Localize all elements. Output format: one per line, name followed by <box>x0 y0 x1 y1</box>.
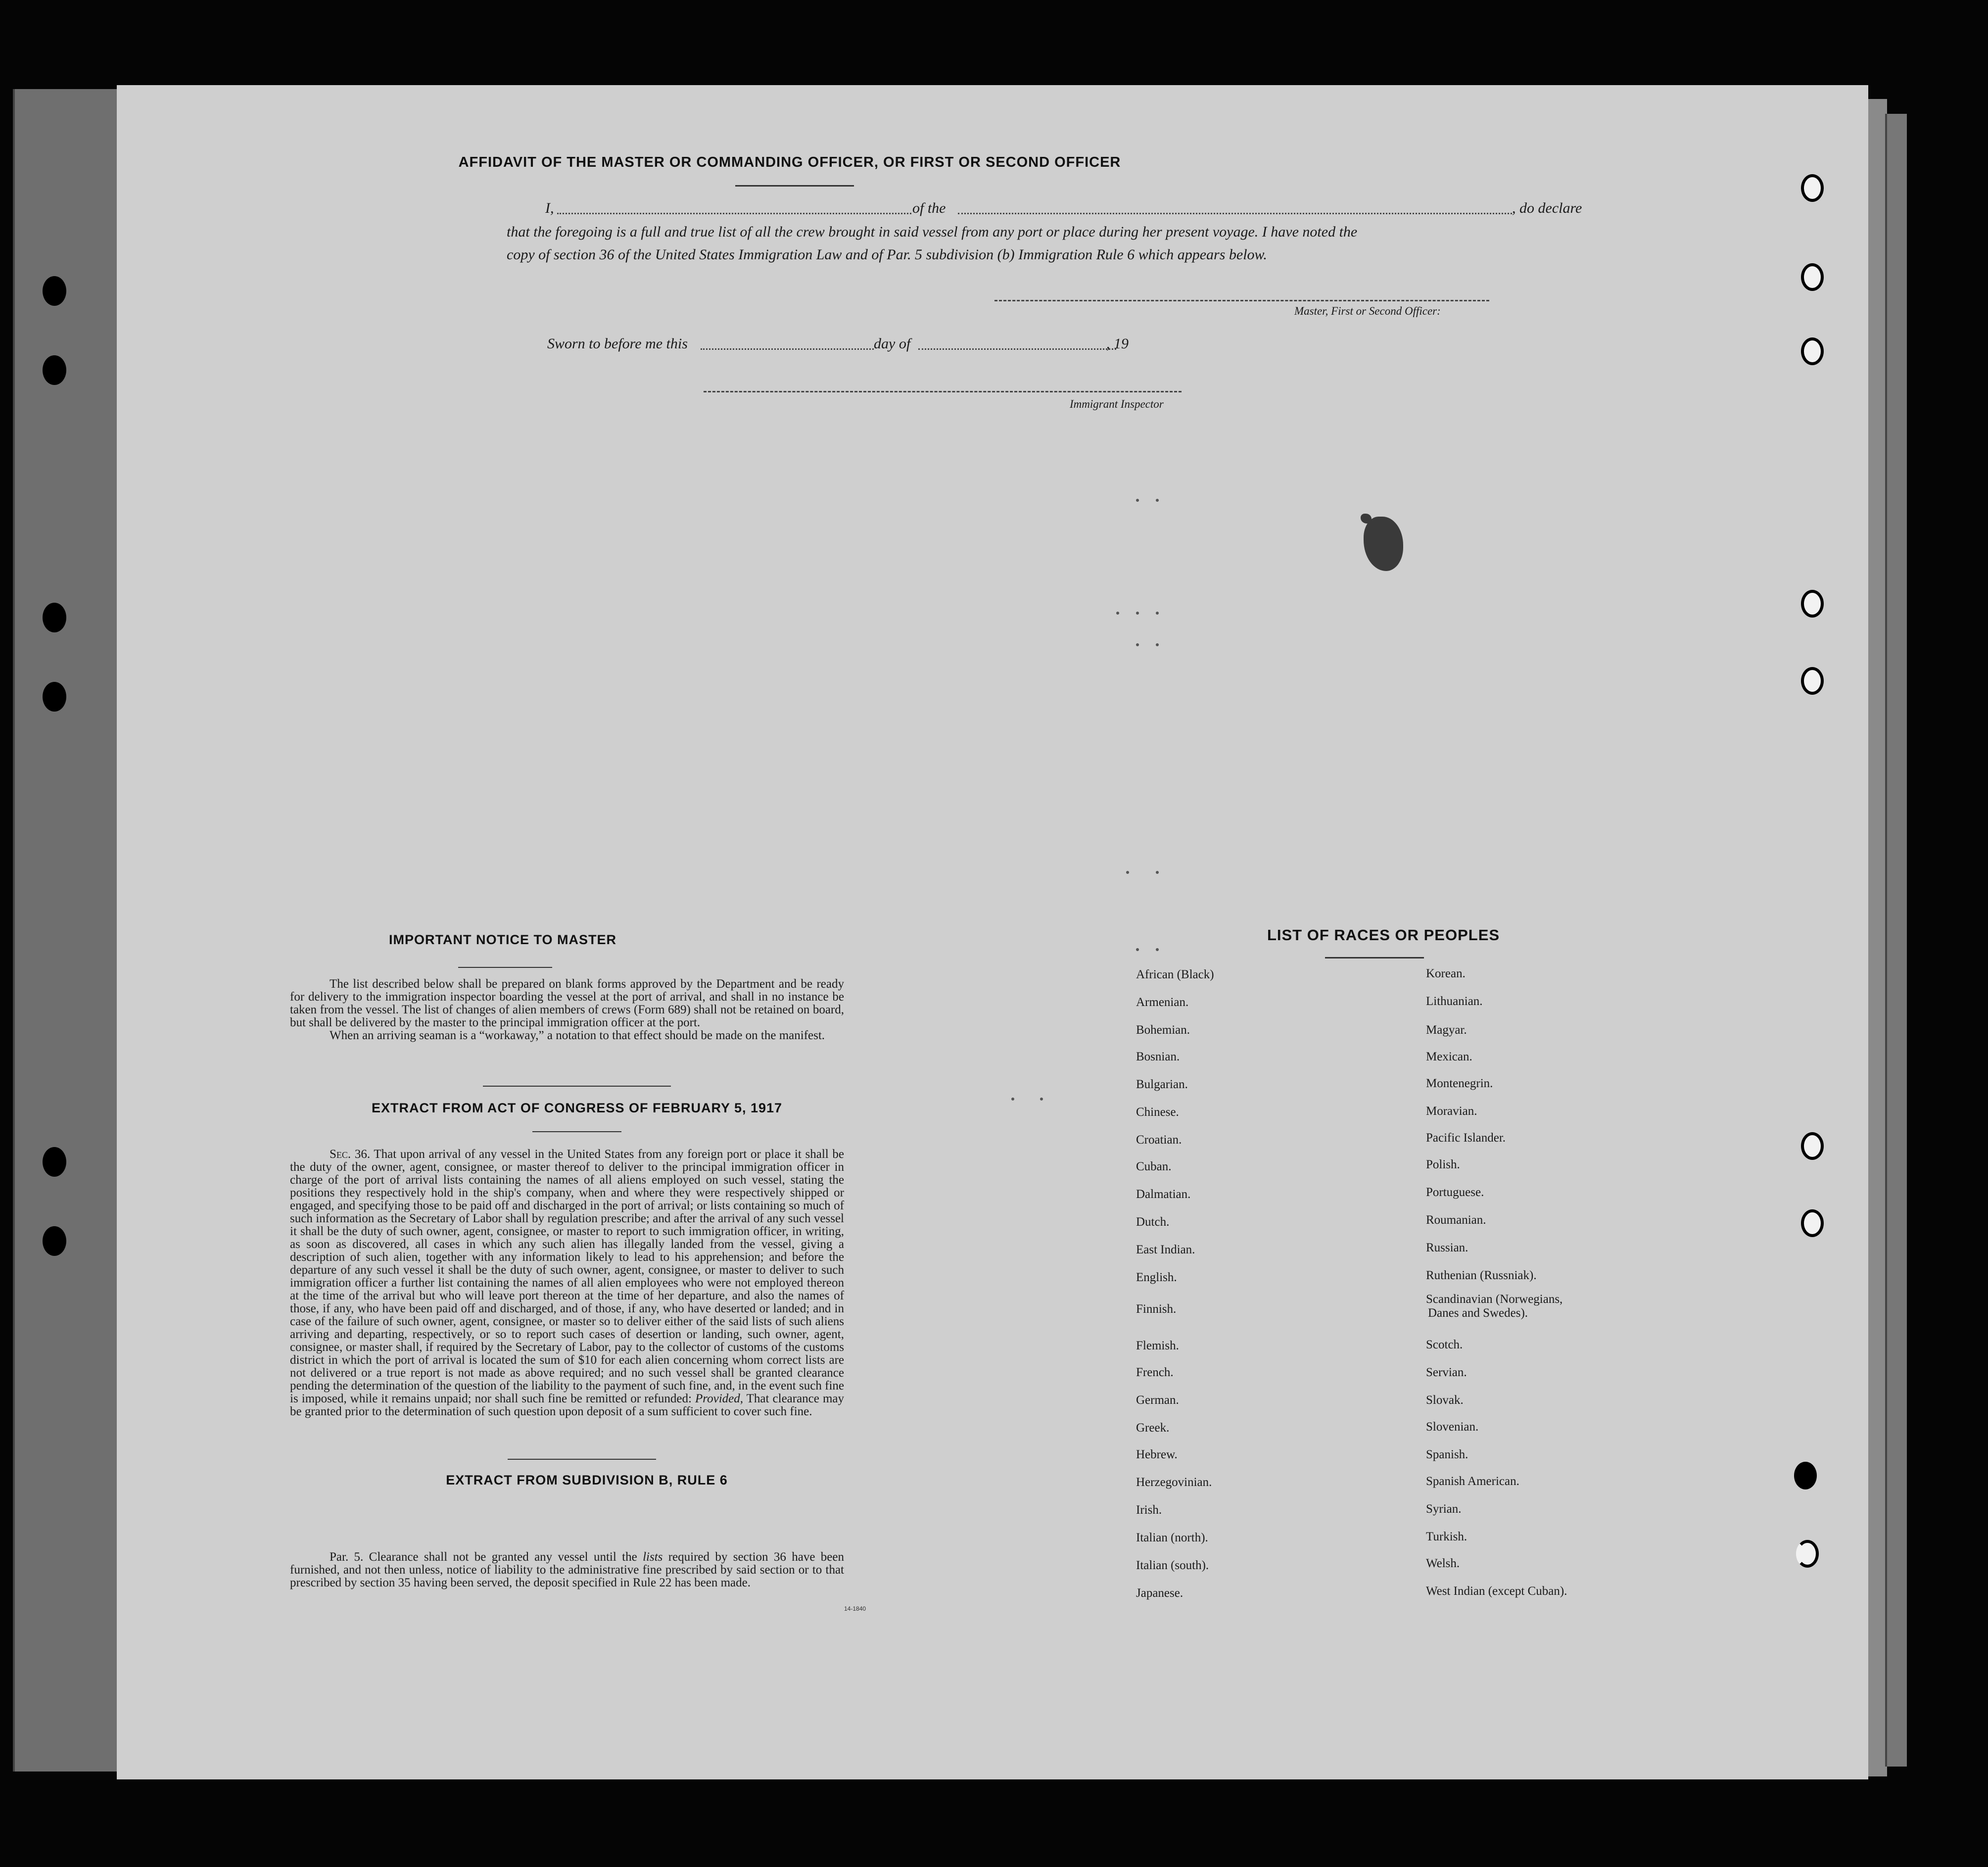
speck <box>1116 612 1119 615</box>
ink-stain <box>1364 517 1403 571</box>
extract-rule-body <box>290 1551 844 1589</box>
sworn-day-blank[interactable] <box>701 348 874 350</box>
race-item: Portuguese. <box>1426 1186 1484 1199</box>
race-item: Flemish. <box>1136 1339 1179 1352</box>
binder-ring <box>1801 337 1824 365</box>
race-item: Bulgarian. <box>1136 1078 1188 1091</box>
binder-ring <box>1801 1209 1824 1237</box>
race-item: Korean. <box>1426 967 1466 980</box>
race-item: Croatian. <box>1136 1133 1182 1147</box>
form-number: 14-1840 <box>844 1605 866 1612</box>
extract-rule-title: EXTRACT FROM SUBDIVISION B, RULE 6 <box>446 1473 728 1487</box>
extract-act-title: EXTRACT FROM ACT OF CONGRESS OF FEBRUARY 5, 1917 <box>371 1101 783 1115</box>
title-rule <box>735 185 854 187</box>
affidavit-title: AFFIDAVIT OF THE MASTER OR COMMANDING OFFICER, OR FIRST OR SECOND OFFICER <box>458 154 1121 170</box>
binder-hole <box>43 276 66 306</box>
race-item: Ruthenian (Russniak). <box>1426 1269 1537 1282</box>
notice-rule <box>458 967 552 968</box>
provided-word: Provided, <box>695 1392 743 1405</box>
speck <box>1156 499 1159 502</box>
race-item: Danes and Swedes). <box>1428 1306 1528 1320</box>
binder-hole <box>43 355 66 385</box>
master-signature-blank[interactable] <box>994 300 1489 301</box>
master-caption: Master, First or Second Officer: <box>1294 305 1441 317</box>
race-item: Turkish. <box>1426 1530 1467 1543</box>
speck <box>1136 612 1139 615</box>
lists-word: lists <box>643 1550 663 1564</box>
race-item: Cuban. <box>1136 1160 1172 1173</box>
race-item: French. <box>1136 1366 1174 1379</box>
race-item: English. <box>1136 1271 1177 1284</box>
sworn-month-blank[interactable] <box>918 348 1116 350</box>
speck <box>1156 948 1159 951</box>
notice-title: IMPORTANT NOTICE TO MASTER <box>389 932 616 947</box>
race-item: Finnish. <box>1136 1302 1177 1316</box>
race-item: Magyar. <box>1426 1023 1467 1037</box>
race-item: Russian. <box>1426 1241 1468 1254</box>
affidavit-line2: that the foregoing is a full and true list of all the crew brought in said vessel from any port or place during her present voyage. I have noted the <box>507 224 1358 240</box>
race-item: Chinese. <box>1136 1105 1179 1119</box>
binder-ring <box>1801 174 1824 202</box>
race-item: Scandinavian (Norwegians, <box>1426 1293 1563 1306</box>
back-sheet-left <box>13 89 124 1771</box>
race-item: West Indian (except Cuban). <box>1426 1584 1567 1598</box>
sec-36-text-end: That clearance may be granted prior to the determination of such question upon deposit of a sum sufficient to cover such fine. <box>290 1392 844 1418</box>
binder-ring <box>1801 263 1824 291</box>
affidavit-declare: , do declare <box>1512 200 1582 216</box>
race-item: Spanish American. <box>1426 1475 1519 1488</box>
notice-para-2: When an arriving seaman is a “workaway,” a notation to that effect should be made on the manifest. <box>330 1029 825 1042</box>
back-sheet-right-2 <box>1885 114 1907 1767</box>
races-rule <box>1325 957 1424 958</box>
race-item: African (Black) <box>1136 968 1214 981</box>
sec-prefix: Sec. 36. <box>330 1148 371 1161</box>
binder-ring <box>1801 1132 1824 1160</box>
sec-36-text: That upon arrival of any vessel in the United States from any foreign port or place it shall be the duty of the owner, agent, consignee, or master thereof to deliver to the principal immigration officer in charge of the port of arrival lists containing the names of all aliens employed on such vessel, stating the positions they respectively hold in the ship's company, when and where they were respectively shipped or engaged, and specifying those to be paid off and discharged in the port of arrival; or lists containing so much of such information as the Secretary of Labor shall by regulation prescribe; and after the arrival of any such vessel it shall be the duty of such owner, agent, consignee, or master to report to such immigration officer, in writing, as soon as discovered, all cases in which any such alien has illegally landed from the vessel, giving a description of such alien, together with any information likely to lead to his apprehension; and before the departure of any such vessel it shall be the duty of such owner, agent, consignee, or master to deliver to such immigration officer a further list containing the names of all alien employees who were not employed thereon at the time of the arrival but who will leave port thereon at the time of her departure, and also the names of those, if any, who have been paid off and discharged, and of those, if any, who have deserted or landed; and in case of the failure of such owner, agent, consignee, or master so to deliver either of the said lists of such aliens arriving and departing, respectively, or so to report such cases of desertion or landing, such owner, agent, consignee, or master shall, if required by the Secretary of Labor, pay to the collector of customs of the customs district in which the port of arrival is located the sum of $10 for each alien concerning whom correct lists are not delivered or a true report is not made as above required; and no such vessel shall be granted clearance pending the determination of the question of the liability to the payment of such fine, and, in the event such fine is imposed, while it remains unpaid; nor shall such fine be remitted or refunded: <box>290 1148 845 1405</box>
race-item: Spanish. <box>1426 1448 1468 1461</box>
race-item: Irish. <box>1136 1503 1162 1517</box>
sworn-label: Sworn to before me this <box>547 335 688 352</box>
race-item: East Indian. <box>1136 1243 1195 1256</box>
binder-ring <box>1801 590 1824 618</box>
name-blank[interactable] <box>557 213 911 214</box>
vessel-blank[interactable] <box>958 213 1512 214</box>
inspector-caption: Immigrant Inspector <box>1070 398 1164 410</box>
rule-text-b: required by section 36 have been furnished, and not then unless, notice of liability to the administrative fine prescribed by said section or to that prescribed by section 35 having been served, the deposit specified in Rule 22 has been made. <box>290 1550 844 1589</box>
race-item: Mexican. <box>1426 1050 1472 1063</box>
affidavit-line3: copy of section 36 of the United States Immigration Law and of Par. 5 subdivision (b) Immigration Rule 6 which appears below. <box>507 246 1267 263</box>
race-item: Moravian. <box>1426 1104 1477 1118</box>
race-item: Servian. <box>1426 1366 1467 1379</box>
binder-hole <box>43 1147 66 1177</box>
speck <box>1126 871 1129 874</box>
race-item: Armenian. <box>1136 996 1189 1009</box>
race-item: Hebrew. <box>1136 1448 1178 1461</box>
section-rule-2 <box>508 1459 656 1460</box>
notice-para-1: The list described below shall be prepared on blank forms approved by the Department and be ready for delivery to the immigration inspector boarding the vessel at the port of arrival, and shall in no instance be taken from the vessel. The list of changes of alien members of crews (Form 689) shall not be retained on board, but shall be delivered by the master to the principal immigration officer at the port. <box>290 977 844 1029</box>
race-item: Slovenian. <box>1426 1420 1479 1434</box>
affidavit-of-the: of the <box>912 200 946 216</box>
race-item: Japanese. <box>1136 1586 1183 1600</box>
speck <box>1136 643 1139 646</box>
rule-text-a: Par. 5. Clearance shall not be granted any vessel until the <box>330 1550 637 1564</box>
binder-ring <box>1801 667 1824 695</box>
race-item: Polish. <box>1426 1158 1460 1171</box>
speck <box>1156 643 1159 646</box>
manifest-page <box>117 85 1868 1779</box>
race-item: Syrian. <box>1426 1502 1462 1516</box>
binder-hole <box>1794 1462 1817 1489</box>
race-item: Italian (south). <box>1136 1559 1209 1572</box>
race-item: German. <box>1136 1393 1179 1407</box>
day-of-label: day of <box>874 335 911 352</box>
extract-act-rule <box>532 1131 621 1132</box>
race-item: Bosnian. <box>1136 1050 1180 1063</box>
speck <box>1156 612 1159 615</box>
section-rule <box>483 1086 671 1087</box>
inspector-signature-blank[interactable] <box>704 391 1182 392</box>
binder-hole <box>43 682 66 712</box>
race-item: Bohemian. <box>1136 1023 1190 1037</box>
year-label: , 19 <box>1106 335 1129 352</box>
race-item: Greek. <box>1136 1421 1170 1435</box>
race-item: Dalmatian. <box>1136 1188 1191 1201</box>
binder-ring <box>1796 1540 1819 1568</box>
race-item: Dutch. <box>1136 1215 1170 1229</box>
race-item: Roumanian. <box>1426 1213 1486 1227</box>
race-item: Pacific Islander. <box>1426 1131 1506 1145</box>
notice-body <box>290 978 844 1042</box>
speck <box>1136 499 1139 502</box>
race-item: Montenegrin. <box>1426 1077 1493 1090</box>
speck <box>1156 871 1159 874</box>
race-item: Lithuanian. <box>1426 995 1483 1008</box>
race-item: Slovak. <box>1426 1393 1464 1407</box>
binder-hole <box>43 1226 66 1256</box>
races-title: LIST OF RACES OR PEOPLES <box>1267 926 1500 944</box>
race-item: Herzegovinian. <box>1136 1476 1212 1489</box>
extract-act-body <box>290 1148 844 1418</box>
race-item: Welsh. <box>1426 1557 1460 1570</box>
speck <box>1040 1098 1043 1101</box>
speck <box>1011 1098 1014 1101</box>
binder-hole <box>43 603 66 632</box>
affidavit-i: I, <box>545 200 554 216</box>
race-item: Scotch. <box>1426 1338 1463 1351</box>
race-item: Italian (north). <box>1136 1531 1208 1544</box>
ink-stain <box>1361 514 1372 524</box>
speck <box>1136 948 1139 951</box>
